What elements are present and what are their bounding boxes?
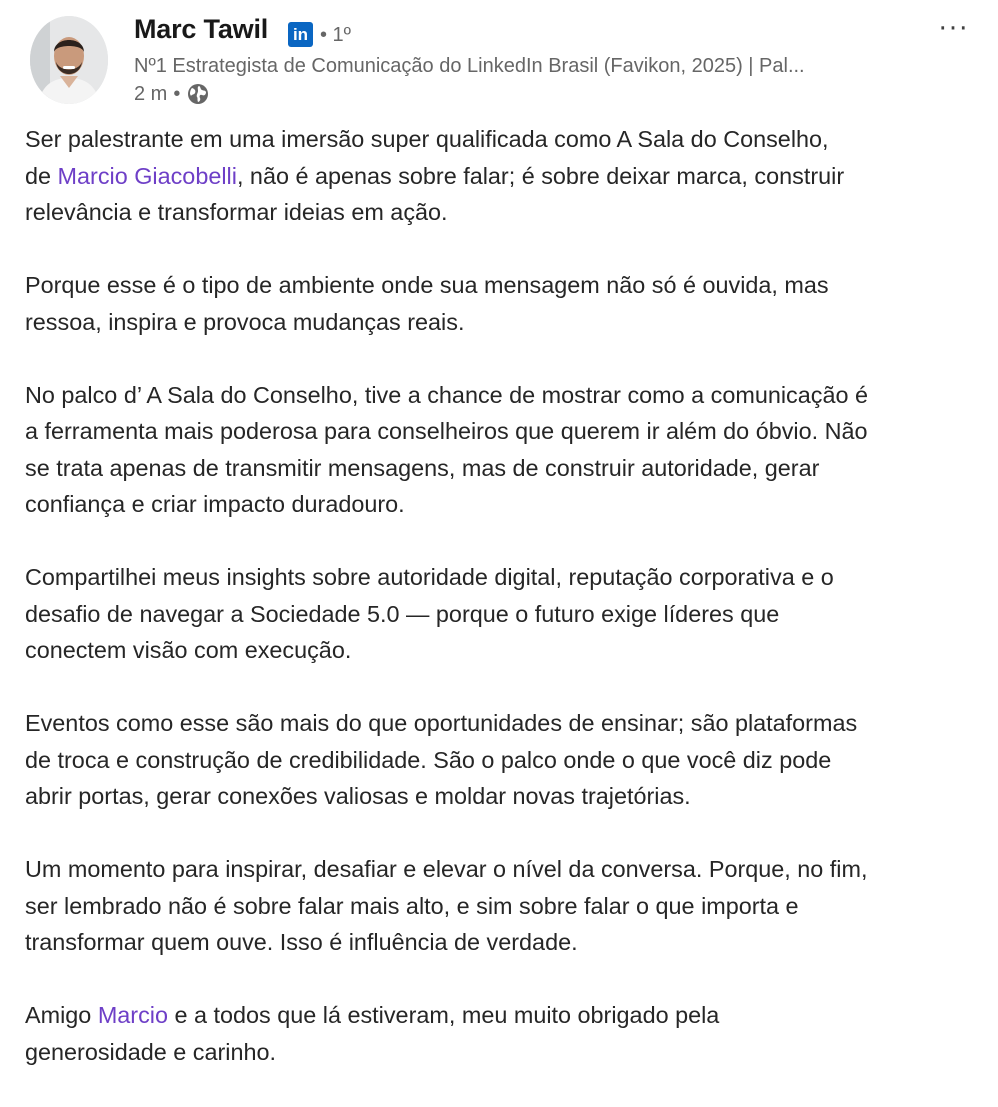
text-line: Eventos como esse são mais do que oportunidades de ensinar; são plataformas bbox=[25, 710, 858, 736]
paragraph-5 bbox=[25, 705, 985, 815]
more-options-button[interactable]: ··· bbox=[932, 14, 976, 44]
paragraph-6 bbox=[25, 851, 985, 961]
connection-degree: • 1º bbox=[320, 24, 351, 46]
text-line: Porque esse é o tipo de ambiente onde sua mensagem não só é ouvida, mas bbox=[25, 272, 829, 298]
paragraph-2 bbox=[25, 267, 985, 340]
text-line: transformar quem ouve. Isso é influência de verdade. bbox=[25, 929, 578, 955]
text-line: generosidade e carinho. bbox=[25, 1038, 276, 1065]
text-line: Um momento para inspirar, desafiar e elevar o nível da conversa. Porque, no fim, bbox=[25, 856, 868, 882]
text-line: relevância e transformar ideias em ação. bbox=[25, 199, 448, 225]
text-line: abrir portas, gerar conexões valiosas e moldar novas trajetórias. bbox=[25, 783, 691, 809]
linkedin-icon: in bbox=[288, 22, 313, 47]
post-meta bbox=[134, 82, 210, 106]
post-body bbox=[25, 121, 985, 1107]
text-line: de troca e construção de credibilidade. São o palco onde o que você diz pode bbox=[25, 746, 832, 773]
author-name[interactable]: Marc Tawil bbox=[134, 14, 269, 44]
mention-link[interactable]: Marcio bbox=[97, 1002, 168, 1028]
paragraph-3 bbox=[25, 377, 985, 523]
text-line: e a todos que lá estiveram, meu muito obrigado pela bbox=[168, 1002, 720, 1028]
author-headline[interactable]: Nº1 Estrategista de Comunicação do LinkedIn Brasil (Favikon, 2025) | Pal... bbox=[134, 55, 805, 77]
text-line: confiança e criar impacto duradouro. bbox=[25, 491, 405, 517]
meta-separator: • bbox=[173, 82, 181, 105]
avatar-photo bbox=[30, 16, 108, 104]
text-line: se trata apenas de transmitir mensagens, mas de construir autoridade, gerar bbox=[25, 454, 820, 481]
mention-link[interactable]: Marcio Giacobelli bbox=[57, 162, 237, 189]
text-line: a ferramenta mais poderosa para conselheiros que querem ir além do óbvio. Não bbox=[25, 418, 868, 444]
text-line: ser lembrado não é sobre falar mais alto, e sim sobre falar o que importa e bbox=[25, 892, 799, 919]
text-line: Ser palestrante em uma imersão super qualificada como A Sala do Conselho, bbox=[25, 126, 829, 152]
paragraph-4 bbox=[25, 559, 985, 669]
text-line: desafio de navegar a Sociedade 5.0 — porque o futuro exige líderes que bbox=[25, 600, 780, 627]
text-line: Compartilhei meus insights sobre autoridade digital, reputação corporativa e o bbox=[25, 564, 834, 590]
text-line: ressoa, inspira e provoca mudanças reais. bbox=[25, 308, 465, 335]
post-time: 2 m bbox=[134, 82, 168, 105]
avatar[interactable] bbox=[30, 16, 108, 104]
text-line: conectem visão com execução. bbox=[25, 637, 352, 663]
paragraph-1 bbox=[25, 121, 985, 231]
text-line: No palco d’ A Sala do Conselho, tive a chance de mostrar como a comunicação é bbox=[25, 381, 868, 408]
text-line: , não é apenas sobre falar; é sobre deixar marca, construir bbox=[236, 162, 845, 189]
text-line: Amigo bbox=[25, 1002, 98, 1028]
text-line: de bbox=[25, 162, 58, 189]
paragraph-7 bbox=[25, 997, 985, 1070]
globe-icon bbox=[186, 82, 210, 106]
